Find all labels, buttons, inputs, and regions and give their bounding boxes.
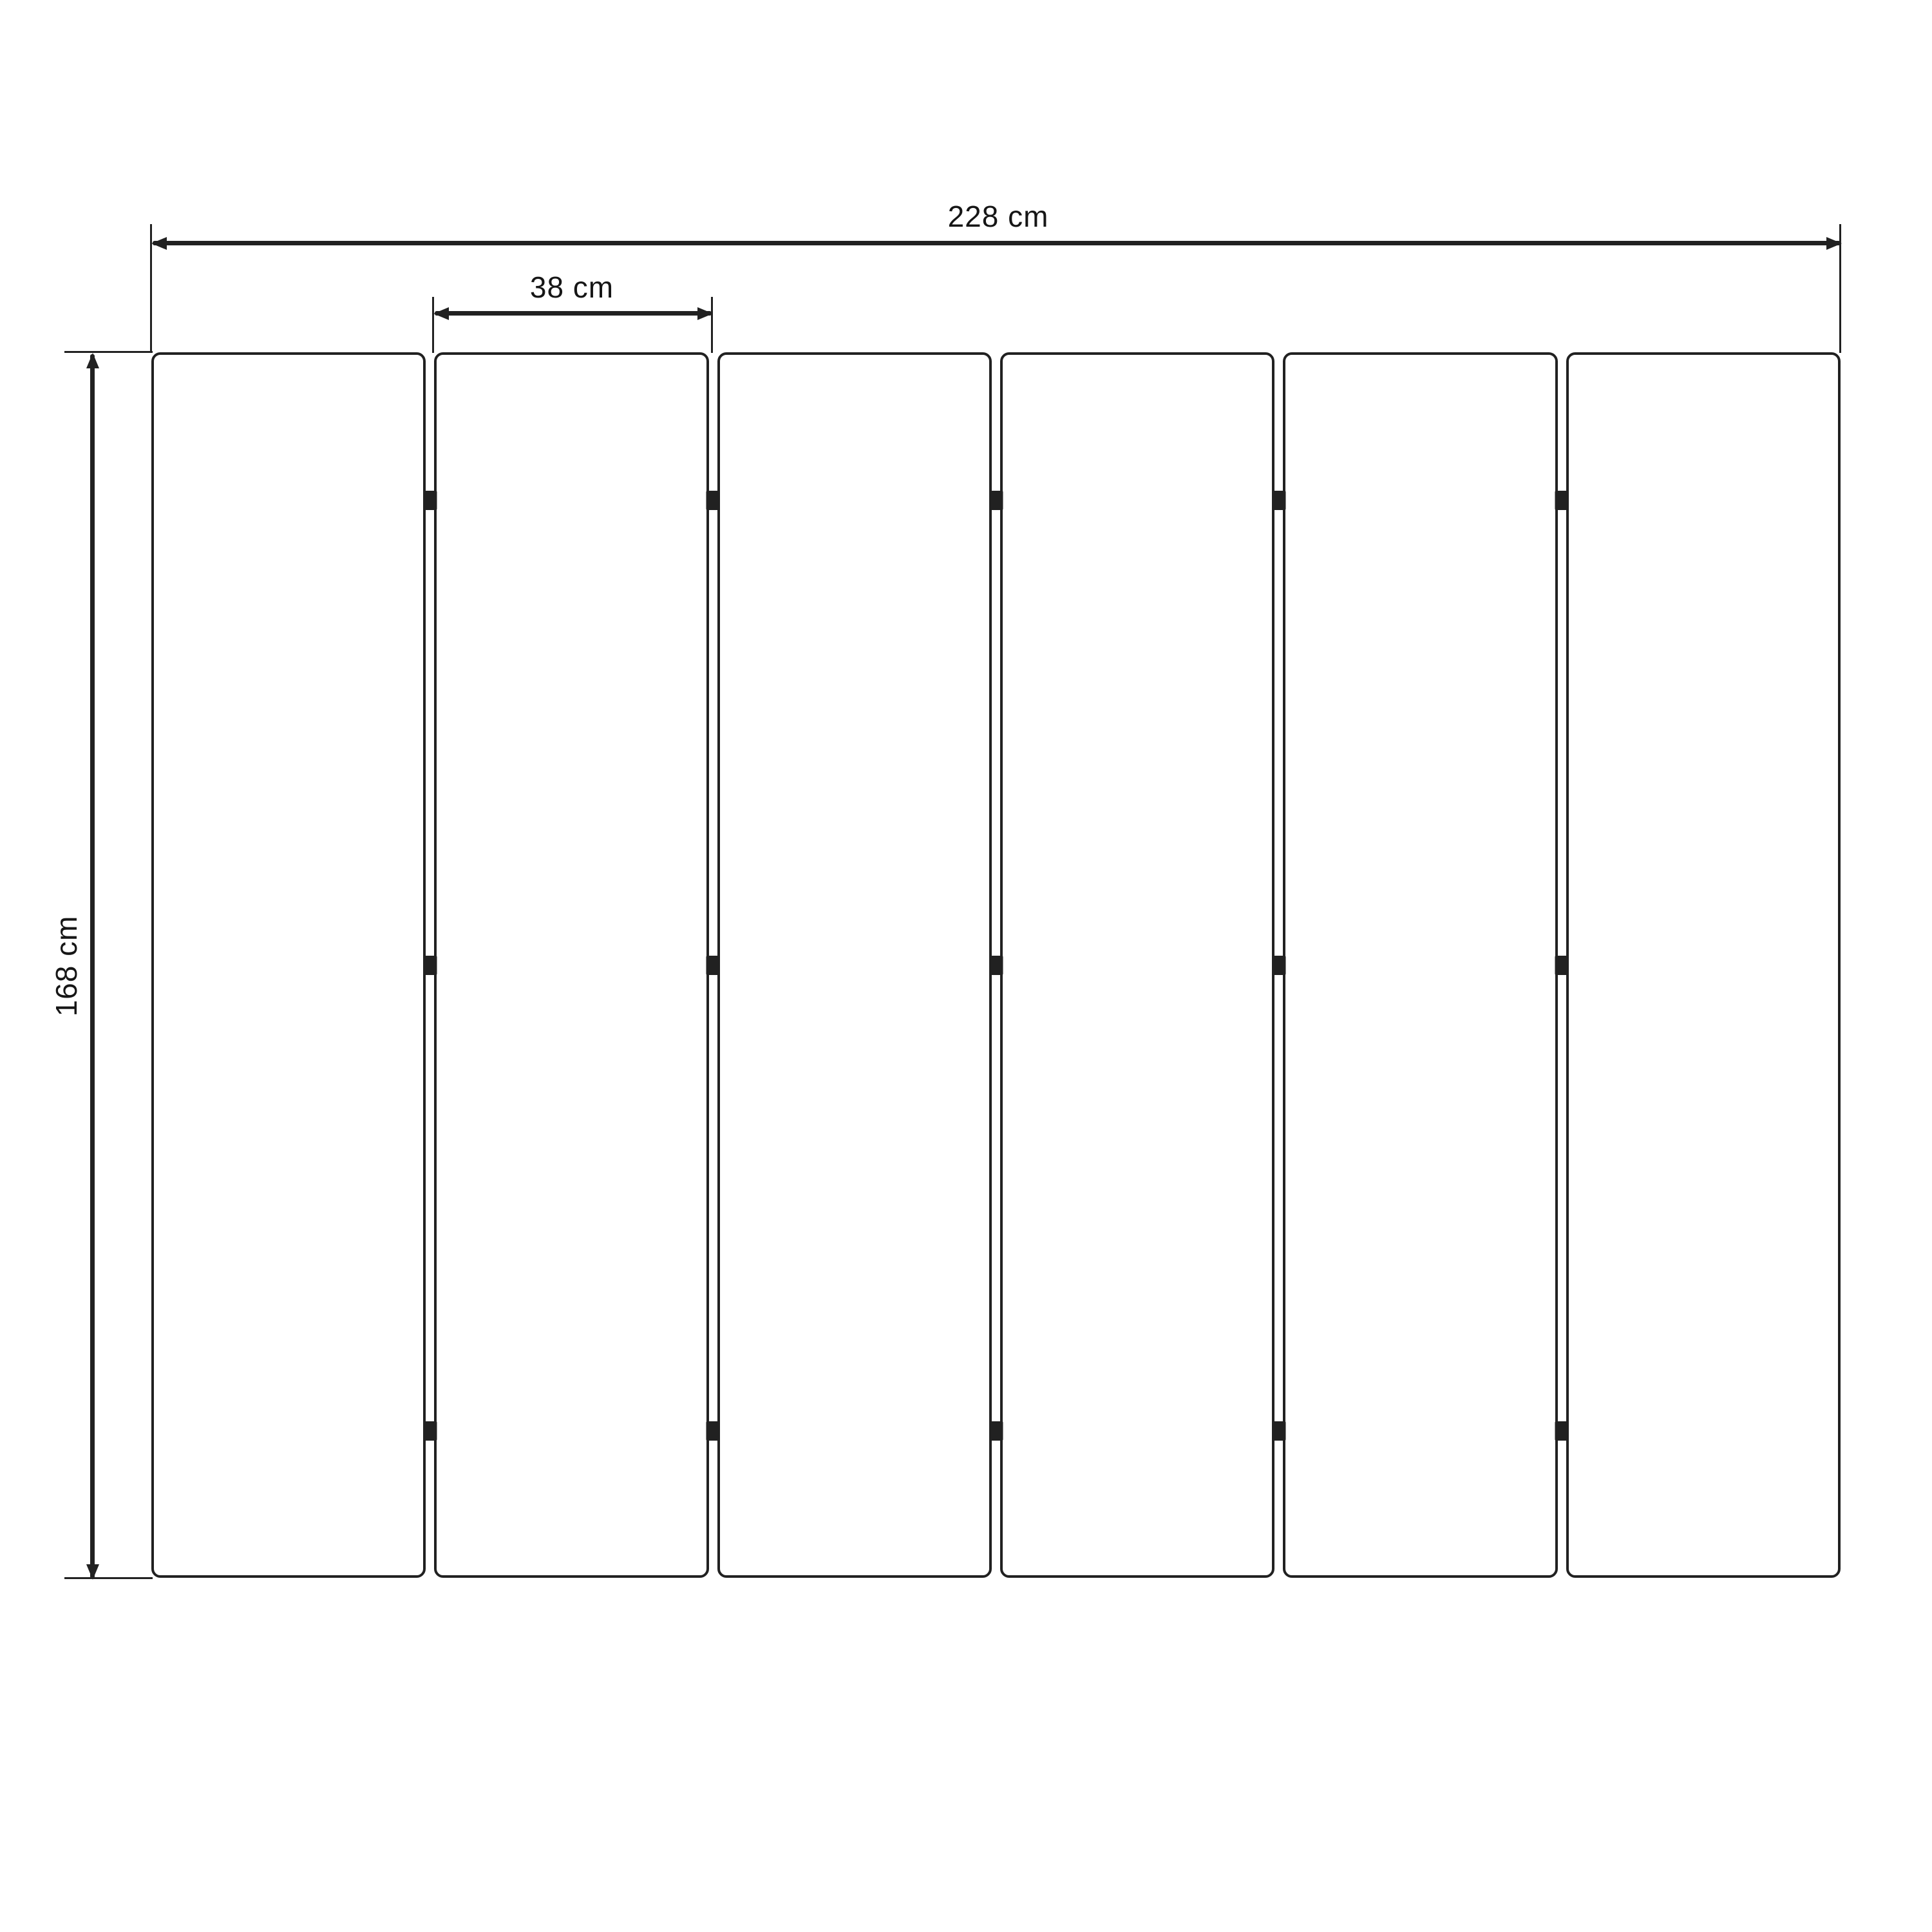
hinge <box>1555 956 1569 975</box>
panel-width-extension-line-left <box>432 297 434 353</box>
height-extension-tick-top <box>64 351 153 353</box>
hinge <box>423 1421 437 1441</box>
hinge <box>706 491 720 510</box>
panel <box>151 352 426 1578</box>
total-width-dimension-line <box>153 241 1841 245</box>
height-extension-tick-bottom <box>64 1577 153 1579</box>
height-dim-label: 168 cm <box>50 915 83 1017</box>
hinge <box>1272 491 1285 510</box>
panel <box>1566 352 1841 1578</box>
hinge <box>706 956 720 975</box>
arrow-up-icon <box>86 353 99 368</box>
hinge <box>706 1421 720 1441</box>
panel <box>1283 352 1557 1578</box>
panel <box>434 352 708 1578</box>
panel-width-dimension-line <box>435 311 712 316</box>
arrow-left-icon <box>151 237 167 250</box>
hinge <box>989 1421 1003 1441</box>
hinge <box>1555 491 1569 510</box>
panel <box>717 352 992 1578</box>
hinge <box>989 956 1003 975</box>
hinge <box>423 956 437 975</box>
panel-width-extension-line-right <box>711 297 713 353</box>
hinge <box>989 491 1003 510</box>
total-width-extension-line-right <box>1839 224 1841 353</box>
hinge <box>1555 1421 1569 1441</box>
total-width-extension-line-left <box>150 224 152 353</box>
panel-width-dim-label: 38 cm <box>529 270 614 304</box>
panel <box>1000 352 1274 1578</box>
arrow-left-icon <box>433 307 449 320</box>
hinge <box>423 491 437 510</box>
height-dimension-line <box>90 354 95 1578</box>
hinge <box>1272 956 1285 975</box>
hinge <box>1272 1421 1285 1441</box>
total-width-dim-label: 228 cm <box>947 200 1049 233</box>
panel-row <box>151 352 1841 1578</box>
